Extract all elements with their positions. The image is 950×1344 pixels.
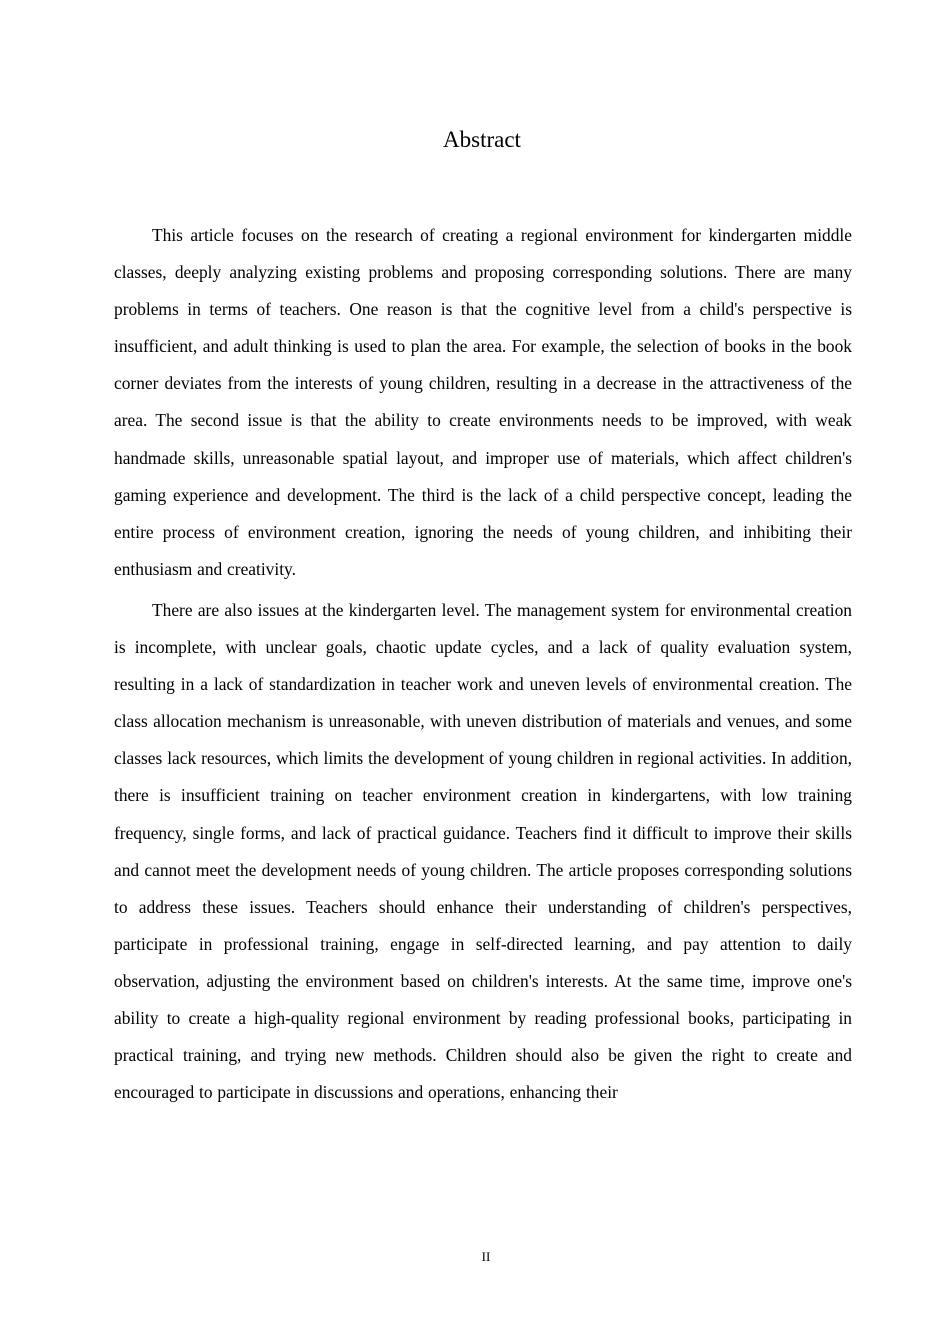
abstract-body xyxy=(114,217,852,1115)
abstract-paragraph: This article focuses on the research of creating a regional environment for kindergarten middle classes, deeply analyzing existing problems and proposing corresponding solutions. There are many problems in terms of teachers. One reason is that the cognitive level from a child's perspective is insufficient, and adult thinking is used to plan the area. For example, the selection of books in the book corner deviates from the interests of young children, resulting in a decrease in the attractiveness of the area. The second issue is that the ability to create environments needs to be improved, with weak handmade skills, unreasonable spatial layout, and improper use of materials, which affect children's gaming experience and development. The third is the lack of a child perspective concept, leading the entire process of environment creation, ignoring the needs of young children, and inhibiting their enthusiasm and creativity. xyxy=(114,225,852,579)
page-title: Abstract xyxy=(443,127,521,152)
page-number: II xyxy=(481,1249,491,1264)
abstract-paragraph: There are also issues at the kindergarten level. The management system for environmental creation is incomplete, with unclear goals, chaotic update cycles, and a lack of quality evaluation system, resulting in a lack of standardization in teacher work and uneven levels of environmental creation. The class allocation mechanism is unreasonable, with uneven distribution of materials and venues, and some classes lack resources, which limits the development of young children in regional activities. In addition, there is insufficient training on teacher environment creation in kindergartens, with low training frequency, single forms, and lack of practical guidance. Teachers find it difficult to improve their skills and cannot meet the development needs of young children. The article proposes corresponding solutions to address these issues. Teachers should enhance their understanding of children's perspectives, participate in professional training, engage in self-directed learning, and pay attention to daily observation, adjusting the environment based on children's interests. At the same time, improve one's ability to create a high-quality regional environment by reading professional books, participating in practical training, and trying new methods. Children should also be given the right to create and encouraged to participate in discussions and operations, enhancing their xyxy=(114,599,852,1103)
